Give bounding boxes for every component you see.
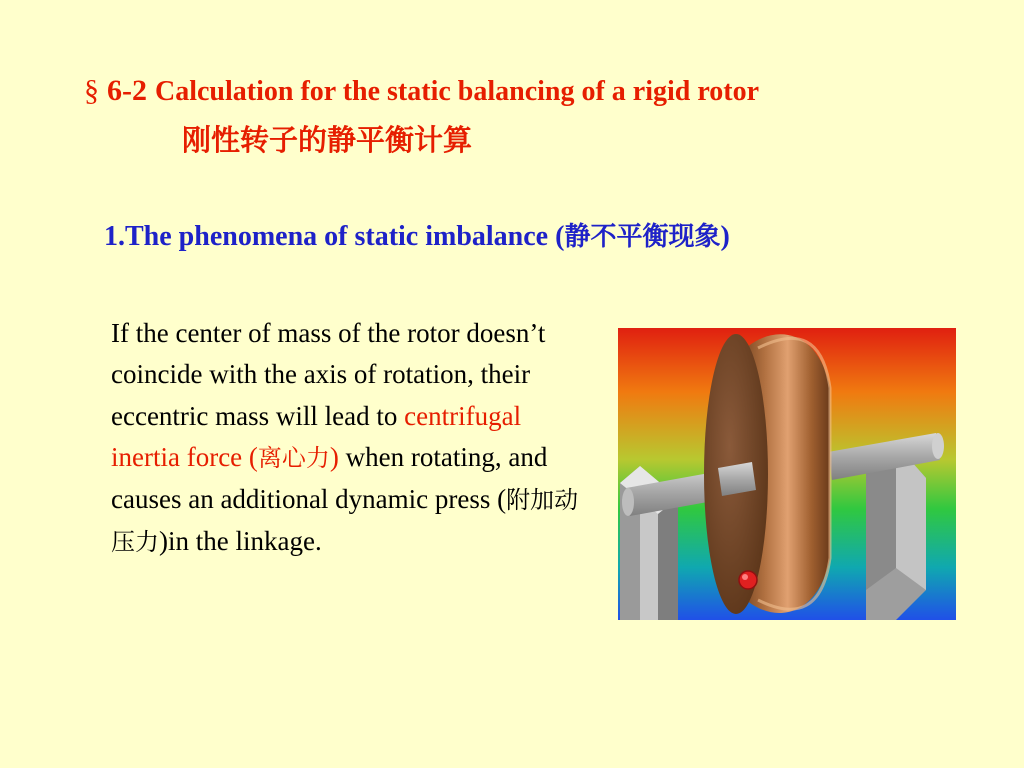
highlight-close: ): [329, 441, 339, 472]
explanation-paragraph: [111, 313, 581, 564]
rotor-on-supports-icon: [618, 328, 956, 620]
paragraph-part2-cn: 附加动压力: [111, 486, 579, 557]
highlight-cn: 离心力: [257, 443, 330, 472]
section-heading-paren-open: (: [555, 221, 565, 252]
eccentric-mass-icon: [739, 571, 757, 589]
section-heading-cn: 静不平衡现象: [564, 222, 721, 252]
shaft-front-stub: [718, 462, 756, 496]
slide-title: [84, 74, 759, 108]
section-number: 6-2: [107, 74, 147, 107]
paragraph-part3: )in the linkage.: [159, 526, 322, 557]
section-symbol: §: [84, 74, 99, 107]
paragraph-part2: when rotating, and causes an additional dynamic press (: [111, 441, 548, 515]
title-english: Calculation for the static balancing of a rigid rotor: [155, 76, 760, 107]
section-heading-en: 1.The phenomena of static imbalance: [104, 221, 549, 252]
rotor-illustration: [618, 328, 956, 620]
section-heading-paren-close: ): [720, 221, 730, 252]
section-heading: [104, 216, 730, 253]
title-chinese: 刚性转子的静平衡计算: [182, 123, 473, 157]
paragraph-part1: If the center of mass of the rotor doesn’t coincide with the axis of rotation, their eccentric mass will lead to: [111, 318, 546, 431]
highlight-en: centrifugal inertia force (: [111, 400, 522, 472]
